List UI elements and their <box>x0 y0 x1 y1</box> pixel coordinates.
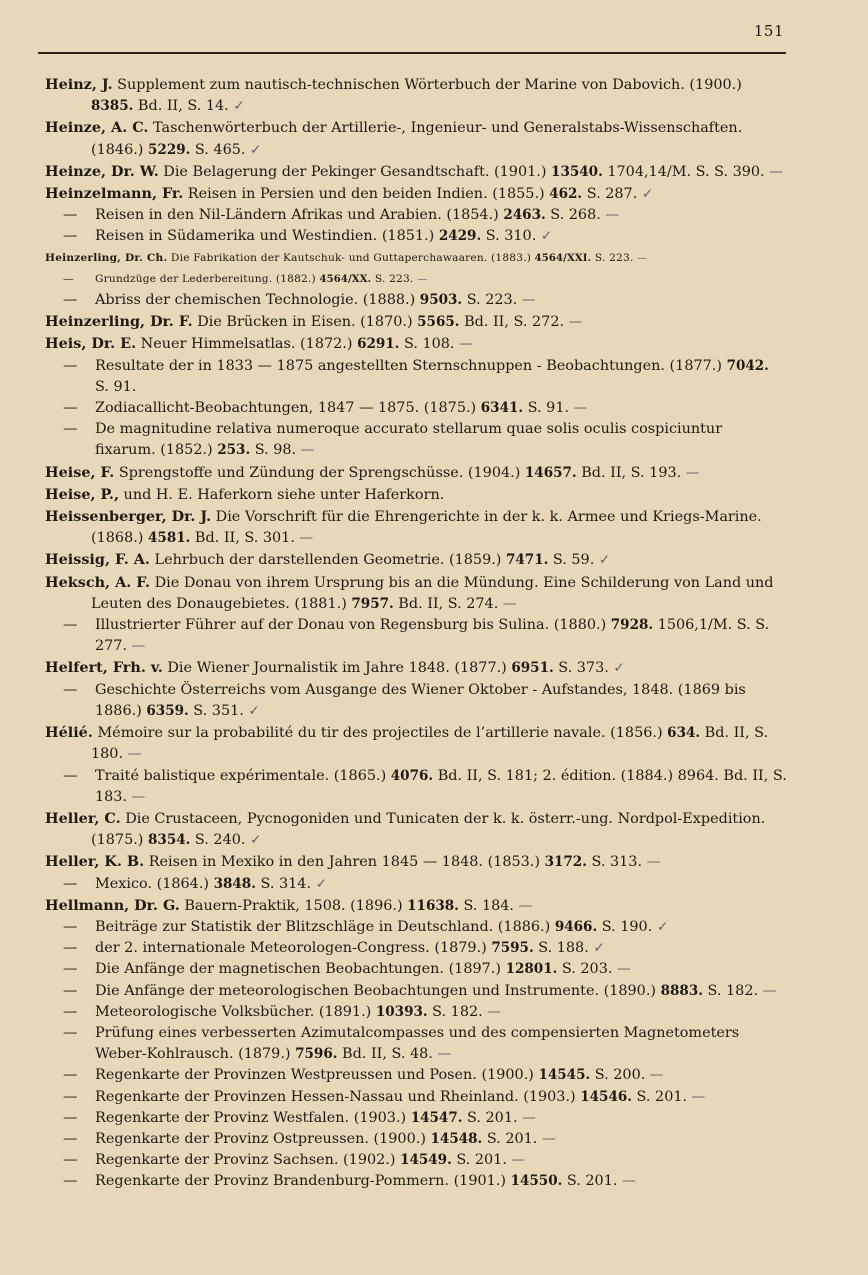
entry-title: Resultate der in 1833 — 1875 angestellten Sternschnuppen - Beobachtungen. (1877.) <box>95 357 722 374</box>
entry-number: 2429. <box>438 228 482 245</box>
pencil-check-mark: ✓ <box>613 660 624 677</box>
pencil-check-mark: — <box>622 1173 635 1190</box>
entry-title: Reisen in den Nil-Ländern Afrikas und Arabien. (1854.) <box>95 207 499 224</box>
pencil-check-mark: ✓ <box>540 228 552 245</box>
catalog-subentry <box>45 1171 787 1192</box>
entry-number: 3848. <box>213 875 256 892</box>
catalog-subentry <box>45 356 787 398</box>
pencil-check-mark: — <box>573 400 587 417</box>
entry-title: Reisen in Südamerika und Westindien. (1851.) <box>95 228 435 245</box>
pencil-check-mark: ✓ <box>250 832 261 849</box>
pencil-check-mark: — <box>518 897 532 914</box>
entry-author: Hélié. <box>45 724 93 742</box>
pencil-check-mark: — <box>522 1109 535 1126</box>
pencil-check-mark: ✓ <box>250 141 261 158</box>
entry-dash: — <box>63 228 78 245</box>
entry-reference: S. 188. <box>538 940 589 957</box>
pencil-check-mark: — <box>762 982 776 999</box>
pencil-check-mark: ✓ <box>656 918 668 935</box>
entry-title: Neuer Himmelsatlas. (1872.) <box>140 336 353 353</box>
entry-dash: — <box>63 421 78 438</box>
catalog-subentry <box>45 766 787 808</box>
entry-dash: — <box>63 681 78 698</box>
pencil-check-mark: ✓ <box>641 186 653 203</box>
entry-number: 7471. <box>506 552 549 569</box>
entry-title: der 2. internationale Meteorologen-Congress. (1879.) <box>95 940 487 957</box>
entry-number: 3172. <box>544 854 587 871</box>
pencil-check-mark: — <box>300 442 314 459</box>
pencil-check-mark: ✓ <box>248 702 259 719</box>
pencil-check-mark: — <box>605 207 619 224</box>
entry-reference: S. 240. <box>194 832 246 849</box>
entry-author: Heller, K. B. <box>45 853 145 871</box>
entry-reference: Bd. II, S. 48. <box>342 1046 433 1063</box>
entry-dash: — <box>63 982 78 999</box>
entry-number: 8883. <box>660 982 703 999</box>
entry-number: 14550. <box>510 1173 563 1190</box>
pencil-check-mark: ✓ <box>598 552 610 569</box>
entry-author: Heinzerling, Dr. F. <box>45 313 193 331</box>
entry-reference: S. 313. <box>591 854 643 871</box>
entry-number: 7042. <box>726 357 769 374</box>
entry-dash: — <box>63 875 78 892</box>
entry-reference: S. 98. <box>254 442 297 459</box>
pencil-check-mark: — <box>769 163 782 180</box>
catalog-entry <box>45 808 787 851</box>
pencil-check-mark: — <box>685 464 699 481</box>
entry-title: Die Wiener Journalistik im Jahre 1848. (1877.) <box>167 660 507 677</box>
entry-title: und H. E. Haferkorn siehe unter Haferkorn. <box>123 486 445 503</box>
catalog-entries <box>45 74 787 1193</box>
entry-title: Regenkarte der Provinz Sachsen. (1902.) <box>95 1152 396 1169</box>
catalog-subentry <box>45 290 787 311</box>
entry-dash: — <box>63 1088 78 1105</box>
entry-number: 4564/XX. <box>319 273 372 285</box>
catalog-subentry <box>45 398 787 419</box>
entry-number: 9466. <box>554 918 598 935</box>
entry-reference: S. 465. <box>194 141 246 158</box>
entry-number: 14657. <box>524 464 577 481</box>
entry-number: 6951. <box>511 660 554 677</box>
entry-number: 12801. <box>505 961 558 978</box>
entry-author: Heinze, A. C. <box>45 119 149 137</box>
entry-number: 462. <box>549 186 583 203</box>
entry-reference: Bd. II, S. 14. <box>137 98 229 115</box>
pencil-check-mark: — <box>127 746 141 763</box>
entry-number: 4581. <box>148 530 191 547</box>
entry-number: 7595. <box>491 940 534 957</box>
entry-title: Supplement zum nautisch-technischen Wörterbuch der Marine von Dabovich. (1900.) <box>117 77 742 93</box>
entry-reference: S. 59. <box>552 552 595 569</box>
pencil-check-mark: — <box>502 595 516 612</box>
catalog-entry <box>45 722 787 765</box>
entry-number: 14548. <box>430 1130 483 1147</box>
entry-author: Heissenberger, Dr. J. <box>45 508 212 526</box>
entry-dash: — <box>63 292 78 309</box>
entry-author: Heinzerling, Dr. Ch. <box>45 251 168 264</box>
entry-title: Regenkarte der Provinz Ostpreussen. (1900.) <box>95 1130 426 1147</box>
entry-reference: 1506,1/M. S. S. 277. <box>95 617 770 655</box>
entry-number: 7596. <box>295 1046 338 1063</box>
entry-reference: S. 108. <box>403 336 455 353</box>
entry-number: 6291. <box>357 336 400 353</box>
entry-title: Sprengstoffe und Zündung der Sprengschüsse. (1904.) <box>118 464 521 481</box>
entry-title: Beiträge zur Statistik der Blitzschläge in Deutschland. (1886.) <box>95 918 551 935</box>
entry-title: De magnitudine relativa numeroque accurato stellarum quae solis oculis cospiciuntur fixarum. (1852.) <box>95 421 723 459</box>
entry-number: 8385. <box>91 98 134 115</box>
pencil-check-mark: — <box>459 336 472 353</box>
catalog-subentry <box>45 981 787 1002</box>
entry-title: Die Belagerung der Pekinger Gesandtschaft. (1901.) <box>163 163 547 180</box>
catalog-entry <box>45 462 787 484</box>
entry-reference: S. 182. <box>707 982 759 999</box>
entry-title: Die Donau von ihrem Ursprung bis an die Mündung. Eine Schilderung von Land und Leuten des Donaugebietes. (1881.) <box>91 574 774 612</box>
entry-title: Zodiacallicht-Beobachtungen, 1847 — 1875. (1875.) <box>95 400 477 417</box>
entry-reference: S. 201. <box>467 1109 518 1126</box>
entry-number: 14549. <box>400 1152 452 1169</box>
catalog-entry <box>45 333 787 355</box>
entry-reference: Bd. II, S. 181; 2. édition. (1884.) 8964. Bd. II, S. 183. <box>95 767 787 805</box>
entry-number: 634. <box>667 725 701 742</box>
entry-title: Regenkarte der Provinzen Westpreussen und Posen. (1900.) <box>95 1067 534 1084</box>
entry-reference: S. 184. <box>463 897 515 914</box>
entry-number: 8354. <box>148 832 191 849</box>
entry-number: 2463. <box>503 207 546 224</box>
entry-title: Regenkarte der Provinzen Hessen-Nassau und Rheinland. (1903.) <box>95 1088 576 1105</box>
catalog-subentry <box>45 874 787 895</box>
entry-title: Grundzüge der Lederbereitung. (1882.) <box>95 272 316 285</box>
pencil-check-mark: ✓ <box>315 875 327 892</box>
entry-title: Regenkarte der Provinz Westfalen. (1903.) <box>95 1109 407 1126</box>
entry-dash: — <box>63 940 78 957</box>
entry-number: 4564/XXI. <box>534 252 592 264</box>
entry-dash: — <box>63 918 78 935</box>
entry-reference: Bd. II, S. 193. <box>581 464 682 481</box>
pencil-check-mark: — <box>649 1067 663 1084</box>
entry-author: Heis, Dr. E. <box>45 335 137 353</box>
entry-title: Mémoire sur la probabilité du tir des projectiles de l’artillerie navale. (1856.) <box>97 725 663 742</box>
catalog-subentry <box>45 1150 787 1171</box>
entry-reference: S. 287. <box>586 186 638 203</box>
entry-title: Meteorologische Volksbücher. (1891.) <box>95 1003 372 1020</box>
entry-title: Mexico. (1864.) <box>95 875 210 892</box>
entry-author: Helfert, Frh. v. <box>45 659 163 677</box>
entry-dash: — <box>63 272 74 285</box>
entry-reference: Bd. II, S. 180. <box>91 725 769 763</box>
entry-number: 7928. <box>610 617 654 634</box>
entry-number: 14547. <box>410 1109 463 1126</box>
entry-dash: — <box>63 1152 78 1169</box>
entry-dash: — <box>63 1130 78 1147</box>
entry-number: 6359. <box>146 702 189 719</box>
entry-reference: S. 201. <box>456 1152 507 1169</box>
pencil-check-mark: — <box>521 292 535 309</box>
entry-title: Traité balistique expérimentale. (1865.) <box>95 767 387 784</box>
entry-reference: S. 203. <box>561 961 613 978</box>
entry-reference: Bd. II, S. 301. <box>194 530 295 547</box>
entry-reference: S. 223. <box>466 292 518 309</box>
entry-title: Lehrbuch der darstellenden Geometrie. (1859.) <box>154 552 502 569</box>
entry-number: 14546. <box>580 1088 632 1105</box>
catalog-entry <box>45 183 787 205</box>
entry-title: Illustrierter Führer auf der Donau von Regensburg bis Sulina. (1880.) <box>95 617 607 634</box>
pencil-check-mark: — <box>541 1130 555 1147</box>
entry-title: Die Anfänge der meteorologischen Beobachtungen und Instrumente. (1890.) <box>95 982 657 999</box>
entry-dash: — <box>63 207 78 224</box>
entry-title: Taschenwörterbuch der Artillerie-, Ingenieur- und Generalstabs-Wissenschaften. (1846.) <box>91 120 743 158</box>
catalog-subentry <box>45 226 787 247</box>
entry-reference: S. 91. <box>527 400 570 417</box>
catalog-entry <box>45 484 787 506</box>
entry-author: Heinz, J. <box>45 76 113 93</box>
entry-title: Bauern-Praktik, 1508. (1896.) <box>184 897 403 914</box>
entry-reference: S. 201. <box>486 1130 538 1147</box>
entry-reference: S. 373. <box>558 660 609 677</box>
entry-title: Die Fabrikation der Kautschuk- und Guttaperchawaaren. (1883.) <box>170 251 532 264</box>
catalog-entry <box>45 506 787 549</box>
entry-title: Die Crustaceen, Pycnogoniden und Tunicaten der k. k. österr.-ung. Nordpol-Expedition. (1875.) <box>91 810 766 849</box>
entry-reference: Bd. II, S. 274. <box>398 595 499 612</box>
entry-dash: — <box>63 1024 78 1041</box>
pencil-check-mark: — <box>417 273 427 285</box>
catalog-entry <box>45 248 787 269</box>
entry-author: Heinzelmann, Fr. <box>45 185 184 203</box>
entry-title: Regenkarte der Provinz Brandenburg-Pommern. (1901.) <box>95 1173 506 1190</box>
entry-author: Heissig, F. A. <box>45 551 150 569</box>
entry-number: 9503. <box>419 292 463 309</box>
entry-author: Heksch, A. F. <box>45 573 151 591</box>
header-rule <box>38 52 786 54</box>
pencil-check-mark: — <box>617 961 630 978</box>
entry-title: Die Vorschrift für die Ehrengerichte in der k. k. Armee und Kriegs-Marine. (1868.) <box>91 509 762 547</box>
entry-dash: — <box>63 1067 78 1084</box>
entry-author: Hellmann, Dr. G. <box>45 896 180 914</box>
entry-number: 14545. <box>538 1067 591 1084</box>
entry-reference: Bd. II, S. 272. <box>464 314 565 331</box>
entry-number: 253. <box>217 442 251 459</box>
entry-reference: S. 314. <box>260 875 312 892</box>
entry-reference: S. 182. <box>432 1003 483 1020</box>
entry-dash: — <box>63 400 78 417</box>
entry-dash: — <box>63 617 78 634</box>
entry-title: Die Anfänge der magnetischen Beobachtungen. (1897.) <box>95 961 501 978</box>
entry-reference: 1704,14/M. S. S. 390. <box>607 163 765 180</box>
entry-reference: S. 201. <box>636 1088 688 1105</box>
entry-dash: — <box>63 1003 78 1020</box>
entry-reference: S. 190. <box>601 918 653 935</box>
catalog-subentry <box>45 615 787 657</box>
entry-number: 6341. <box>480 400 524 417</box>
entry-dash: — <box>63 1109 78 1126</box>
entry-number: 13540. <box>551 163 603 180</box>
pencil-check-mark: — <box>637 252 647 264</box>
entry-number: 10393. <box>375 1003 428 1020</box>
pencil-check-mark: — <box>646 854 660 871</box>
entry-reference: S. 351. <box>193 702 244 719</box>
entry-author: Heinze, Dr. W. <box>45 162 159 180</box>
catalog-entry <box>45 311 787 333</box>
entry-reference: S. 91. <box>95 378 137 395</box>
entry-reference: S. 223. <box>594 251 634 264</box>
catalog-subentry <box>45 1108 787 1129</box>
pencil-check-mark: — <box>131 788 145 805</box>
pencil-check-mark: — <box>437 1046 451 1063</box>
entry-dash: — <box>63 1173 78 1190</box>
entry-title: Prüfung eines verbesserten Azimutalcompasses und des compensierten Magnetometers Weber-Kohlrausch. (1879.) <box>95 1024 740 1063</box>
entry-reference: S. 268. <box>550 207 601 224</box>
pencil-check-mark: ✓ <box>593 940 604 957</box>
entry-reference: S. 310. <box>485 228 537 245</box>
catalog-subentry <box>45 419 787 461</box>
entry-number: 7957. <box>351 595 394 612</box>
catalog-entry <box>45 74 787 117</box>
catalog-subentry <box>45 1129 787 1150</box>
pencil-check-mark: — <box>511 1152 525 1169</box>
entry-title: Die Brücken in Eisen. (1870.) <box>197 314 413 331</box>
entry-number: 11638. <box>407 897 459 914</box>
entry-dash: — <box>63 961 78 978</box>
entry-number: 5565. <box>417 314 460 331</box>
entry-number: 5229. <box>148 141 191 158</box>
catalog-entry <box>45 851 787 873</box>
catalog-subentry <box>45 938 787 959</box>
catalog-entry <box>45 549 787 571</box>
catalog-subentry <box>45 1002 787 1023</box>
catalog-subentry <box>45 1065 787 1086</box>
pencil-check-mark: ✓ <box>233 98 244 115</box>
pencil-check-mark: — <box>568 314 582 331</box>
catalog-subentry <box>45 269 787 290</box>
entry-title: Reisen in Persien und den beiden Indien. (1855.) <box>187 186 545 203</box>
entry-reference: S. 201. <box>566 1173 618 1190</box>
catalog-subentry <box>45 1087 787 1108</box>
catalog-entry <box>45 895 787 917</box>
entry-author: Heller, C. <box>45 809 121 827</box>
catalog-entry <box>45 572 787 615</box>
catalog-subentry <box>45 205 787 226</box>
pencil-check-mark: — <box>487 1003 500 1020</box>
entry-title: Reisen in Mexiko in den Jahren 1845 — 1848. (1853.) <box>148 854 540 871</box>
entry-dash: — <box>63 357 78 374</box>
catalog-entry <box>45 117 787 160</box>
catalog-subentry <box>45 1023 787 1065</box>
catalog-subentry <box>45 959 787 980</box>
catalog-subentry <box>45 680 787 722</box>
pencil-check-mark: — <box>131 638 145 655</box>
catalog-entry <box>45 161 787 183</box>
catalog-subentry <box>45 917 787 938</box>
entry-reference: S. 200. <box>594 1067 646 1084</box>
catalog-entry <box>45 657 787 679</box>
entry-title: Abriss der chemischen Technologie. (1888.) <box>95 292 416 309</box>
pencil-check-mark: — <box>691 1088 705 1105</box>
entry-author: Heise, F. <box>45 463 115 481</box>
pencil-check-mark: — <box>299 530 313 547</box>
entry-reference: S. 223. <box>374 272 414 285</box>
entry-dash: — <box>63 767 78 784</box>
page-number: 151 <box>753 22 784 40</box>
entry-number: 4076. <box>390 767 434 784</box>
entry-author: Heise, P., <box>45 485 119 503</box>
entry-title: Geschichte Österreichs vom Ausgange des Wiener Oktober - Aufstandes, 1848. (1869 bis 1886.) <box>95 681 746 719</box>
